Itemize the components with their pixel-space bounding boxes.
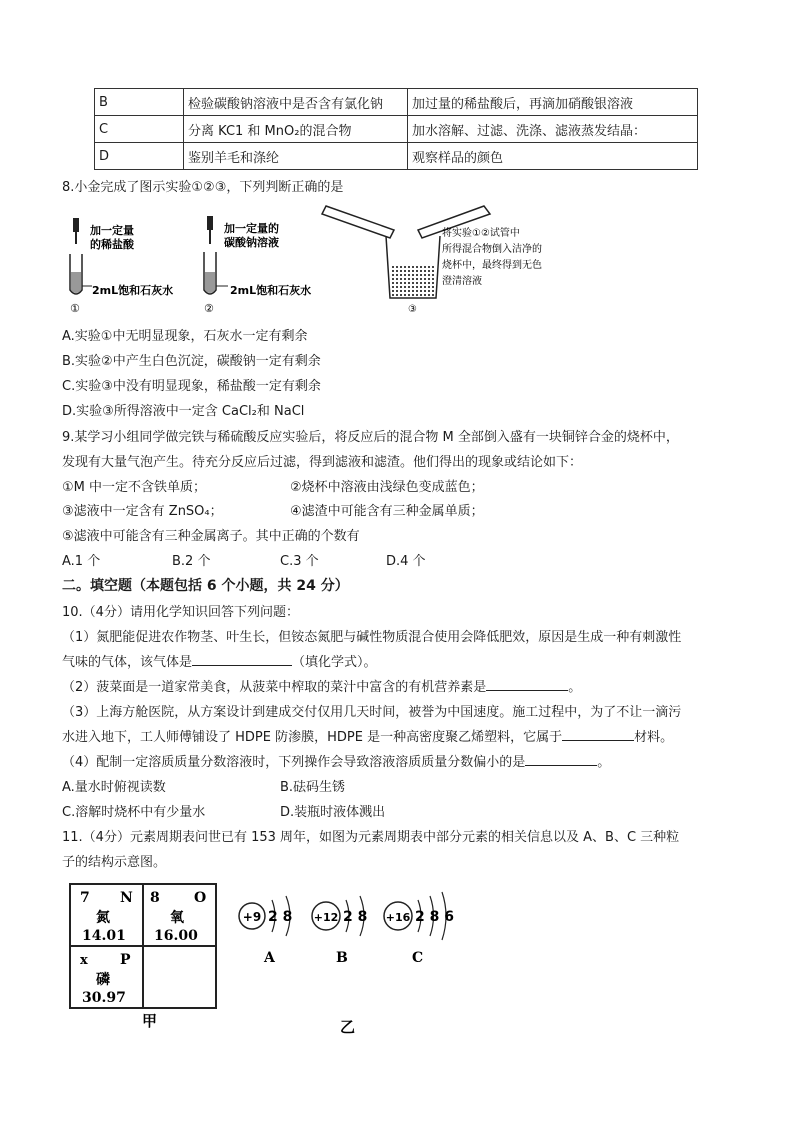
q8-option-a: A.实验①中无明显现象，石灰水一定有剩余 — [62, 329, 308, 344]
q10-part3-suffix: 材料。 — [634, 730, 674, 745]
figure-label-yi: 乙 — [340, 1018, 356, 1036]
table-row — [95, 89, 698, 116]
q8-option-c: C.实验③中没有明显现象，稀盐酸一定有剩余 — [62, 379, 321, 394]
q11-stem-line2: 子的结构示意图。 — [62, 855, 167, 870]
particle-b-label: B — [336, 950, 348, 966]
t1-number: ① — [70, 302, 80, 315]
table-row — [95, 143, 698, 170]
q10-part1-line1: （1）氮肥能促进农作物茎、叶生长，但铵态氮肥与碱性物质混合使用会降低肥效，原因是生成一种有刺激性 — [62, 630, 682, 645]
t2-reagent-line2: 碳酸钠溶液 — [224, 236, 279, 249]
q10-part4-suffix: 。 — [597, 755, 611, 770]
element-o-name: 氧 — [170, 910, 184, 926]
element-n-symbol: N — [120, 890, 133, 906]
q10-part2-suffix: 。 — [568, 680, 582, 695]
q9-stem-line2: 发现有大量气泡产生。待充分反应后过滤，得到滤液和滤渣。他们得出的现象或结论如下： — [62, 455, 583, 470]
answer-blank[interactable] — [562, 728, 634, 741]
table-cell-method: 加水溶解、过滤、洗涤、滤液蒸发结晶： — [408, 116, 698, 143]
beaker-number: ③ — [408, 304, 417, 315]
t2-content: 2mL饱和石灰水 — [230, 284, 312, 297]
particle-c-label: C — [412, 950, 424, 966]
q11-stem-line1: 11.（4分）元素周期表问世已有 153 周年，如图为元素周期表中部分元素的相关信息以及 A、B、C 三种粒 — [62, 830, 680, 845]
q8-option-d: D.实验③所得溶液中一定含 CaCl₂和 NaCl — [62, 404, 305, 419]
element-p-name: 磷 — [96, 972, 110, 988]
table-cell-method: 观察样品的颜色 — [408, 143, 698, 170]
q9-statement-3: ③滤液中一定含有 ZnSO₄； — [62, 504, 223, 519]
particle-a-nucleus: +9 — [242, 910, 262, 924]
periodic-table-figure — [66, 880, 226, 1030]
t1-reagent-line2: 的稀盐酸 — [90, 238, 134, 251]
element-n-number: 7 — [80, 890, 90, 906]
t1-content: 2mL饱和石灰水 — [92, 284, 174, 297]
q10-part2 — [62, 676, 581, 695]
particle-c-diagram — [384, 892, 454, 966]
table-cell-purpose: 检验碳酸钠溶液中是否含有氯化钠 — [184, 89, 408, 116]
dropper-2-icon — [207, 216, 213, 244]
q10-part2-prefix: （2）菠菜面是一道家常美食，从菠菜中榨取的菜汁中富含的有机营养素是 — [62, 680, 487, 695]
q9-option-d: D.4 个 — [386, 554, 426, 569]
test-tube-2-icon — [204, 252, 216, 294]
q8-stem: 8.小金完成了图示实验①②③，下列判断正确的是 — [62, 180, 344, 195]
element-o-number: 8 — [150, 890, 160, 906]
element-p-mass: 30.97 — [82, 990, 126, 1006]
t2-reagent-line1: 加一定量的 — [224, 222, 279, 235]
q10-part3-prefix: 水进入地下，工人师傅铺设了 HDPE 防渗膜，HDPE 是一种高密度聚乙烯塑料，它属于 — [62, 730, 563, 745]
q9-statement-5: ⑤滤液中可能含有三种金属离子。其中正确的个数有 — [62, 529, 360, 544]
table-cell-label: D — [95, 143, 184, 170]
particle-a-diagram — [239, 896, 292, 966]
element-p-symbol: P — [120, 952, 131, 968]
beaker-icon — [386, 236, 440, 298]
q10-part4 — [62, 751, 610, 770]
element-o-symbol: O — [194, 890, 207, 906]
element-n-name: 氮 — [96, 910, 110, 926]
q10-part3-line2 — [62, 726, 673, 745]
table-cell-method: 加过量的稀盐酸后，再滴加硝酸银溶液 — [408, 89, 698, 116]
particle-c-shells: 2 8 6 — [415, 909, 454, 925]
element-o-mass: 16.00 — [154, 928, 198, 944]
particle-b-shells: 2 8 — [343, 909, 368, 925]
table-cell-label: B — [95, 89, 184, 116]
q10-part1-prefix: 气味的气体，该气体是 — [62, 655, 193, 670]
table-cell-label: C — [95, 116, 184, 143]
q10-part3-line1: （3）上海方舱医院，从方案设计到建成交付仅用几天时间，被誉为中国速度。施工过程中，为了不让一滴污 — [62, 705, 682, 720]
beaker-note-line3: 烧杯中，最终得到无色 — [442, 260, 542, 271]
q10-stem: 10.（4分）请用化学知识回答下列问题： — [62, 605, 299, 620]
q9-statement-1: ①M 中一定不含铁单质； — [62, 480, 207, 495]
q10-option-a: A.量水时俯视读数 — [62, 780, 166, 795]
beaker-note-line1: 将实验①②试管中 — [442, 228, 520, 239]
q9-option-c: C.3 个 — [280, 554, 319, 569]
answer-blank[interactable] — [525, 753, 597, 766]
options-table — [94, 88, 698, 170]
particle-c-nucleus: +16 — [385, 911, 411, 924]
test-tube-1-icon — [70, 254, 82, 294]
particle-b-nucleus: +12 — [313, 911, 339, 924]
q9-option-b: B.2 个 — [172, 554, 211, 569]
q10-part1-suffix: （填化学式）。 — [292, 655, 377, 670]
section-2-title: 二。填空题（本题包括 6 个小题，共 24 分） — [62, 578, 349, 594]
q10-part1-line2 — [62, 651, 377, 670]
q10-option-c: C.溶解时烧杯中有少量水 — [62, 805, 206, 820]
dropper-1-icon — [73, 218, 79, 244]
q9-stem-line1: 9.某学习小组同学做完铁与稀硫酸反应实验后，将反应后的混合物 M 全部倒入盛有一块铜锌合金的烧杯中， — [62, 430, 679, 445]
q10-part4-prefix: （4）配制一定溶质质量分数溶液时，下列操作会导致溶液溶质质量分数偏小的是 — [62, 755, 526, 770]
answer-blank[interactable] — [486, 678, 568, 691]
q9-option-a: A.1 个 — [62, 554, 101, 569]
particle-structure-figure — [230, 880, 470, 1040]
experiment-figure — [64, 198, 584, 316]
element-p-number: x — [80, 953, 88, 968]
figure-label-jia: 甲 — [142, 1012, 158, 1030]
particle-a-shells: 2 8 — [268, 909, 293, 925]
beaker-note-line4: 澄清溶液 — [442, 276, 482, 287]
element-n-mass: 14.01 — [82, 928, 126, 944]
q10-option-d: D.装瓶时液体溅出 — [280, 805, 386, 820]
q9-statement-4: ④滤渣中可能含有三种金属单质； — [290, 504, 484, 519]
table-cell-purpose: 鉴别羊毛和涤纶 — [184, 143, 408, 170]
answer-blank[interactable] — [192, 653, 292, 666]
particle-b-diagram — [312, 896, 367, 966]
table-row — [95, 116, 698, 143]
q8-option-b: B.实验②中产生白色沉淀，碳酸钠一定有剩余 — [62, 354, 321, 369]
table-cell-purpose: 分离 KC1 和 MnO₂的混合物 — [184, 116, 408, 143]
t1-reagent-line1: 加一定量 — [90, 224, 134, 237]
particle-a-label: A — [264, 950, 275, 966]
beaker-note-line2: 所得混合物倒入洁净的 — [442, 244, 542, 255]
t2-number: ② — [204, 302, 214, 315]
q10-option-b: B.砝码生锈 — [280, 780, 346, 795]
q9-statement-2: ②烧杯中溶液由浅绿色变成蓝色； — [290, 480, 484, 495]
